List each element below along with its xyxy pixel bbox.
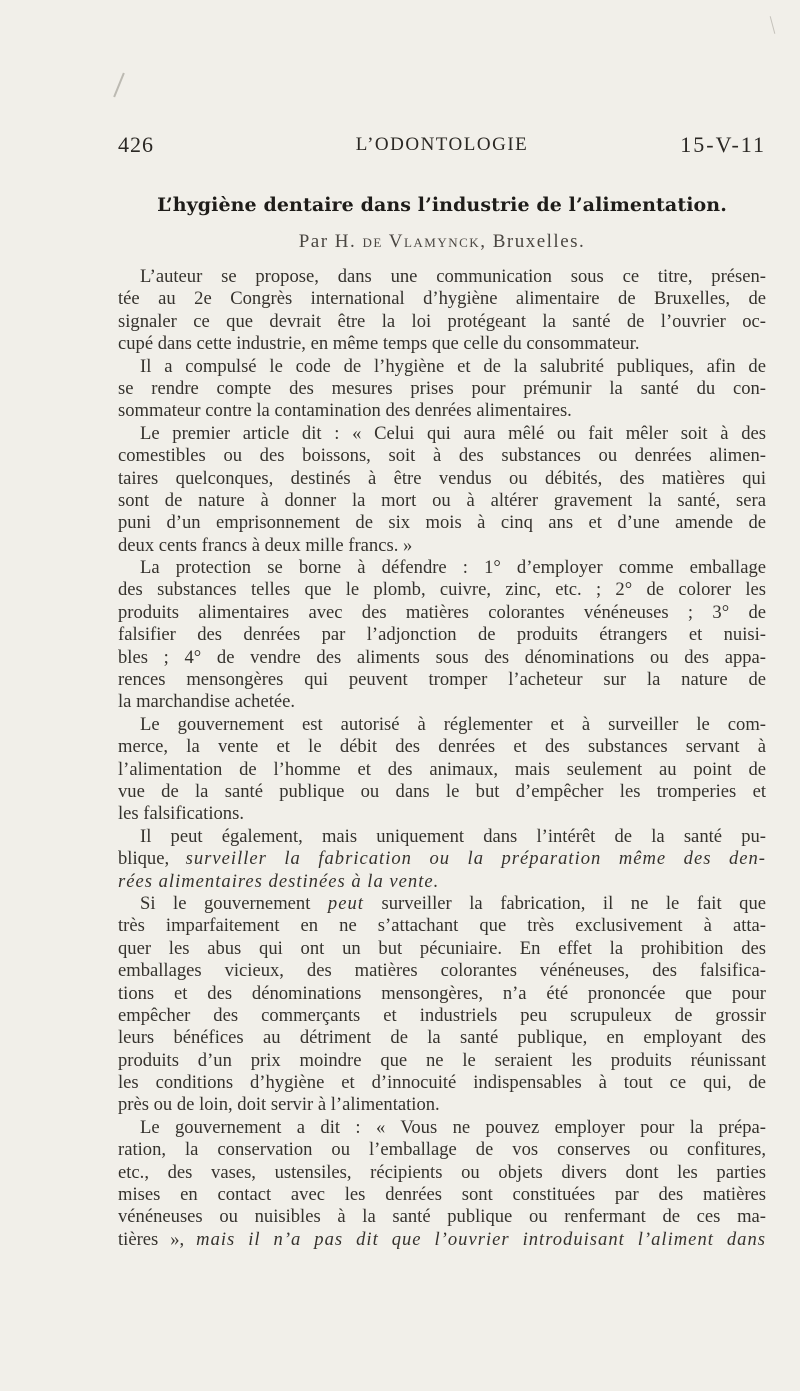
text-line (118, 1139, 766, 1161)
text-span: des substances telles que le plomb, cuivre, zinc, etc. ; 2° de colorer les (118, 579, 766, 601)
text-line (118, 1072, 766, 1094)
text-span: Il peut également, mais uniquement dans l’intérêt de la santé pu- (140, 825, 766, 847)
text-span: les falsifications. (118, 803, 244, 825)
text-span: Le premier article dit : « Celui qui aura mêlé ou fait mêler soit à des (140, 422, 766, 444)
text-span: Il a compulsé le code de l’hygiène et de la salubrité publiques, afin de (140, 355, 766, 377)
pencil-mark (113, 73, 125, 98)
italic-span: surveiller la fabrication ou la préparation même des den- (185, 848, 766, 870)
text-line (118, 445, 766, 467)
text-span: Le gouvernement a dit : « Vous ne pouvez employer pour la prépa- (140, 1116, 766, 1138)
text-span: quer les abus qui ont un but pécuniaire. En effet la prohibition des (118, 937, 766, 959)
text-line (118, 893, 766, 915)
text-line (118, 266, 766, 288)
pencil-mark (770, 16, 776, 34)
text-span: rences mensongères qui peuvent tromper l’acheteur sur la nature de (118, 669, 766, 691)
text-span: surveiller la fabrication, il ne le fait que (363, 892, 766, 914)
text-line (118, 983, 766, 1005)
text-line (118, 602, 766, 624)
text-span: très imparfaitement en ne s’attachant que très exclusivement à atta- (118, 915, 766, 937)
text-span: etc., des vases, ustensiles, récipients ou objets divers dont les parties (118, 1161, 766, 1183)
text-line (118, 311, 766, 333)
text-line (118, 423, 766, 445)
text-span: merce, la vente et le débit des denrées et des substances servant à (118, 736, 766, 758)
text-span: tée au 2e Congrès international d’hygiène alimentaire de Bruxelles, de (118, 288, 766, 310)
text-span: vénéneuses ou nuisibles à la santé publique ou renfermant de ces ma- (118, 1206, 766, 1228)
text-line (118, 848, 766, 870)
text-line (118, 1184, 766, 1206)
text-line (118, 1229, 766, 1251)
text-line (118, 512, 766, 534)
text-line (118, 579, 766, 601)
text-span: Si le gouvernement (140, 892, 328, 914)
text-span: deux cents francs à deux mille francs. » (118, 534, 413, 556)
article-byline (118, 231, 766, 253)
text-span: comestibles ou des boissons, soit à des substances ou denrées alimen- (118, 445, 766, 467)
text-span: falsifier des denrées par l’adjonction de produits étrangers et nuisi- (118, 624, 766, 646)
byline-suffix: , Bruxelles. (480, 231, 586, 252)
text-line (118, 535, 766, 557)
text-line (118, 468, 766, 490)
page-number: 426 (118, 132, 154, 157)
text-line (118, 288, 766, 310)
text-line (118, 400, 766, 422)
text-span: blique, (118, 848, 186, 870)
text-line (118, 714, 766, 736)
text-line (118, 624, 766, 646)
text-span: tières », (118, 1228, 197, 1250)
text-span: vue de la santé publique ou dans le but d’empêcher les tromperies et (118, 780, 766, 802)
text-span: empêcher des commerçants et industriels peu scrupuleux de grossir (118, 1004, 766, 1026)
text-span: produits d’un prix moindre que ne le seraient les produits réunissant (118, 1049, 766, 1071)
text-line (118, 1050, 766, 1072)
text-span: La protection se borne à défendre : 1° d’employer comme emballage (140, 557, 766, 579)
text-line (118, 1206, 766, 1228)
text-line (118, 1162, 766, 1184)
text-line (118, 691, 766, 713)
article-title: L’hygiène dentaire dans l’industrie de l’alimentation. (157, 194, 727, 216)
journal-title: L’ODONTOLOGIE (355, 134, 529, 155)
text-line (118, 557, 766, 579)
text-line (118, 669, 766, 691)
byline-author: de Vlamynck (362, 231, 481, 252)
text-span: les conditions d’hygiène et d’innocuité indispensables à tout ce qui, de (118, 1072, 766, 1094)
text-line (118, 647, 766, 669)
text-span: près ou de loin, doit servir à l’alimentation. (118, 1094, 440, 1116)
text-line (118, 915, 766, 937)
text-line (118, 826, 766, 848)
text-line (118, 781, 766, 803)
italic-span: mais il n’a pas dit que l’ouvrier introduisant l’aliment dans (196, 1228, 766, 1250)
text-span: Le gouvernement est autorisé à réglementer et à surveiller le com- (140, 713, 766, 735)
italic-span: rées alimentaires destinées à la vente. (118, 870, 440, 892)
text-line (118, 759, 766, 781)
text-span: se rendre compte des mesures prises pour prémunir la santé du con- (118, 377, 766, 399)
byline-prefix: Par H. (298, 231, 357, 252)
text-span: cupé dans cette industrie, en même temps que celle du consommateur. (118, 333, 640, 355)
text-span: produits alimentaires avec des matières colorantes vénéneuses ; 3° de (118, 601, 766, 623)
text-span: emballages vicieux, des matières colorantes vénéneuses, des falsifica- (118, 960, 766, 982)
text-line (118, 378, 766, 400)
text-span: signaler ce que devrait être la loi protégeant la santé de l’ouvrier oc- (118, 310, 766, 332)
text-line (118, 1094, 766, 1116)
running-header (118, 132, 766, 160)
text-span: leurs bénéfices au détriment de la santé publique, en employant des (118, 1027, 766, 1049)
text-span: mises en contact avec les denrées sont constituées par des matières (118, 1184, 766, 1206)
text-span: sommateur contre la contamination des denrées alimentaires. (118, 400, 572, 422)
text-line (118, 871, 766, 893)
italic-span: peut (327, 892, 364, 914)
text-span: puni d’un emprisonnement de six mois à cinq ans et d’une amende de (118, 512, 766, 534)
text-line (118, 938, 766, 960)
text-span: ration, la conservation ou l’emballage de vos conserves ou confitures, (118, 1139, 766, 1161)
text-span: L’auteur se propose, dans une communication sous ce titre, présen- (140, 266, 766, 287)
text-line (118, 490, 766, 512)
text-line (118, 960, 766, 982)
article-body (118, 266, 766, 1251)
text-line (118, 1027, 766, 1049)
text-span: taires quelconques, destinés à être vendus ou débités, des matières qui (118, 467, 766, 489)
text-line (118, 333, 766, 355)
text-span: tions et des dénominations mensongères, n’a été prononcée que pour (118, 982, 766, 1004)
text-line (118, 803, 766, 825)
text-span: sont de nature à donner la mort ou à altérer gravement la santé, sera (118, 489, 766, 511)
text-line (118, 1117, 766, 1139)
text-line (118, 1005, 766, 1027)
text-span: bles ; 4° de vendre des aliments sous des dénominations ou des appa- (118, 646, 766, 668)
text-line (118, 736, 766, 758)
text-line (118, 356, 766, 378)
text-span: la marchandise achetée. (118, 691, 296, 713)
issue-date: 15-V-11 (680, 132, 766, 157)
text-span: l’alimentation de l’homme et des animaux, mais seulement au point de (118, 758, 766, 780)
